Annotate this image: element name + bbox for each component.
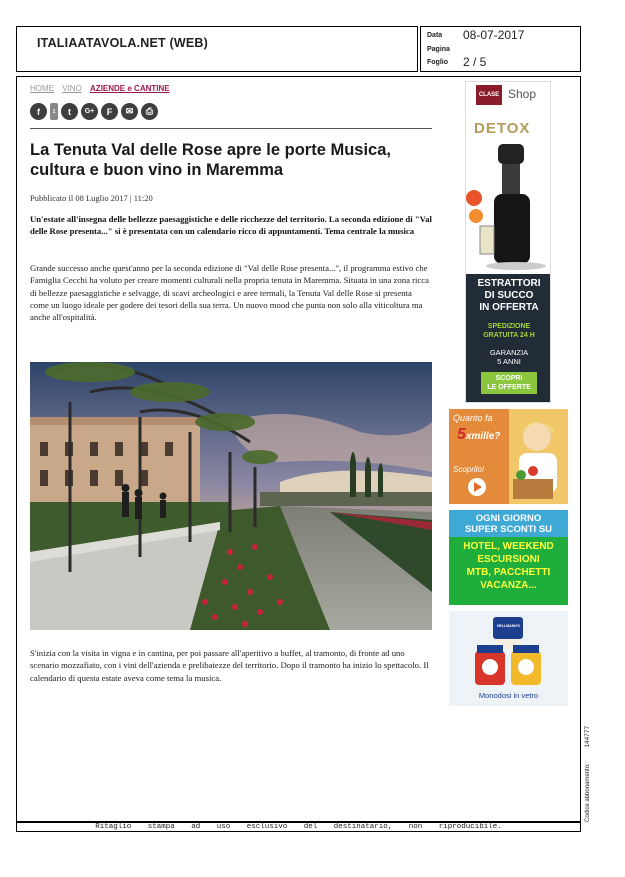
ad2-text-1: Quanto fa bbox=[453, 413, 493, 423]
footer-note: Ritaglio stampa ad uso esclusivo del destinatario, non riproducibile. bbox=[16, 822, 581, 832]
article-photo bbox=[30, 362, 432, 630]
data-label: Data bbox=[427, 32, 443, 39]
ad-hellmanns[interactable] bbox=[449, 611, 568, 706]
ad3-line-2: SUPER SCONTI SU bbox=[464, 524, 553, 535]
twitter-icon[interactable]: t bbox=[61, 103, 78, 120]
ad-shop-label: Shop bbox=[508, 87, 537, 101]
article-lead: Un'estate all'insegna delle bellezze paesaggistiche e delle ricchezze del territorio. La seconda edizione di "Val delle Rose presenta..." si è presentata con un calendario ricco di appuntamenti. Tema centrale la musica bbox=[30, 214, 432, 237]
foglio-value: 2 / 5 bbox=[463, 55, 487, 69]
publication-name: ITALIAATAVOLA.NET (WEB) bbox=[37, 36, 209, 50]
ad2-text-5: ? bbox=[494, 431, 501, 442]
publication-header bbox=[16, 26, 418, 72]
ad-line-3: IN OFFERTA bbox=[479, 302, 539, 313]
ad4-brand: HELLMANN'S bbox=[497, 624, 520, 628]
pagina-label: Pagina bbox=[427, 46, 450, 53]
mail-icon[interactable]: ✉ bbox=[121, 103, 138, 120]
ad2-text-2: 5 bbox=[457, 426, 466, 443]
ad3-line-5: MTB, PACCHETTI bbox=[466, 567, 551, 578]
article-title: La Tenuta Val delle Rose apre le porte Musica, cultura e buon vino in Maremma bbox=[30, 141, 391, 179]
breadcrumb bbox=[30, 84, 176, 93]
ad-detox-label: DETOX bbox=[474, 120, 531, 137]
ad3-line-1: OGNI GIORNO bbox=[475, 513, 542, 524]
ad-cta-button[interactable] bbox=[481, 372, 537, 394]
ad-travel-deals[interactable] bbox=[449, 510, 568, 605]
publish-date: Pubblicato il 08 Luglio 2017 | 11:20 bbox=[30, 193, 153, 203]
meta-box bbox=[420, 26, 581, 72]
ad-guar-1: GARANZIA bbox=[489, 348, 529, 357]
ad-brand-logo: CLASE bbox=[476, 85, 502, 105]
ad-5x1000-background bbox=[449, 409, 568, 504]
social-share-bar bbox=[30, 103, 158, 120]
ad-5x1000[interactable] bbox=[449, 409, 568, 504]
subscription-code-value: 144777 bbox=[584, 725, 591, 748]
ad-cta-2: LE OFFERTE bbox=[487, 384, 531, 391]
facebook-icon[interactable]: f bbox=[30, 103, 47, 120]
ad4-label: Monodosi in vetro bbox=[478, 691, 539, 700]
breadcrumb-aziende[interactable]: AZIENDE e CANTINE bbox=[90, 84, 170, 93]
ad2-text-4: mille bbox=[471, 431, 495, 442]
article-paragraph-1: Grande successo anche quest'anno per la seconda edizione di "Val delle Rose presenta...", il programma estivo che Famiglia Cecchi ha voluto per creare momenti culturali nella propria tenuta in Maremma. Situata in una zona ricca di bellezze paesaggistiche e selvagge, di scavi archeologici e aree termali, la Tenuta Val delle Rose si presenta come un luogo ideale per godere dei tesori della sua terra. Un nuovo mood che punta non solo alla viticoltura ma anche all'ospitalità. bbox=[30, 263, 429, 323]
ad-ship-2: GRATUITA 24 H bbox=[483, 332, 535, 339]
ad-ship-1: SPEDIZIONE bbox=[487, 323, 531, 330]
subscription-code bbox=[584, 712, 594, 822]
ad3-line-3: HOTEL, WEEKEND bbox=[463, 541, 554, 552]
ad2-cta[interactable]: Scoprilo! bbox=[453, 465, 485, 474]
flipboard-icon[interactable]: F bbox=[101, 103, 118, 120]
ad3-line-6: VACANZA... bbox=[480, 580, 537, 591]
ad-line-1: ESTRATTORI bbox=[477, 278, 541, 289]
jars-image bbox=[449, 611, 568, 691]
breadcrumb-home[interactable]: HOME bbox=[30, 84, 54, 93]
data-value: 08-07-2017 bbox=[463, 28, 525, 42]
google-plus-icon[interactable]: G+ bbox=[81, 103, 98, 120]
ad-juicer[interactable] bbox=[465, 81, 551, 403]
ad-line-2: DI SUCCO bbox=[484, 290, 534, 301]
ad2-text-3: x bbox=[465, 431, 472, 442]
divider bbox=[30, 128, 432, 129]
share-count: 1 bbox=[50, 103, 58, 120]
print-icon[interactable]: ⎙ bbox=[141, 103, 158, 120]
subscription-code-label: Codice abbonamento: bbox=[585, 763, 591, 822]
ad-cta-1: SCOPRI bbox=[495, 375, 523, 382]
vineyard-terrace-image bbox=[30, 362, 432, 630]
ad3-line-4: ESCURSIONI bbox=[477, 554, 540, 565]
ad-guar-2: 5 ANNI bbox=[497, 357, 521, 366]
article-paragraph-2: S'inizia con la visita in vigna e in cantina, per poi passare all'aperitivo a buffet, al tramonto, di fronte ad uno scenario mozzafiato, con i vini dell'azienda e prelibatezze del territorio. Dopo il tramonto ha inizio lo spettacolo. Il calendario di questa estate aveva come tema la musica. bbox=[30, 648, 429, 683]
juicer-image bbox=[466, 140, 551, 270]
foglio-label: Foglio bbox=[427, 59, 448, 66]
breadcrumb-vino[interactable]: VINO bbox=[62, 84, 82, 93]
